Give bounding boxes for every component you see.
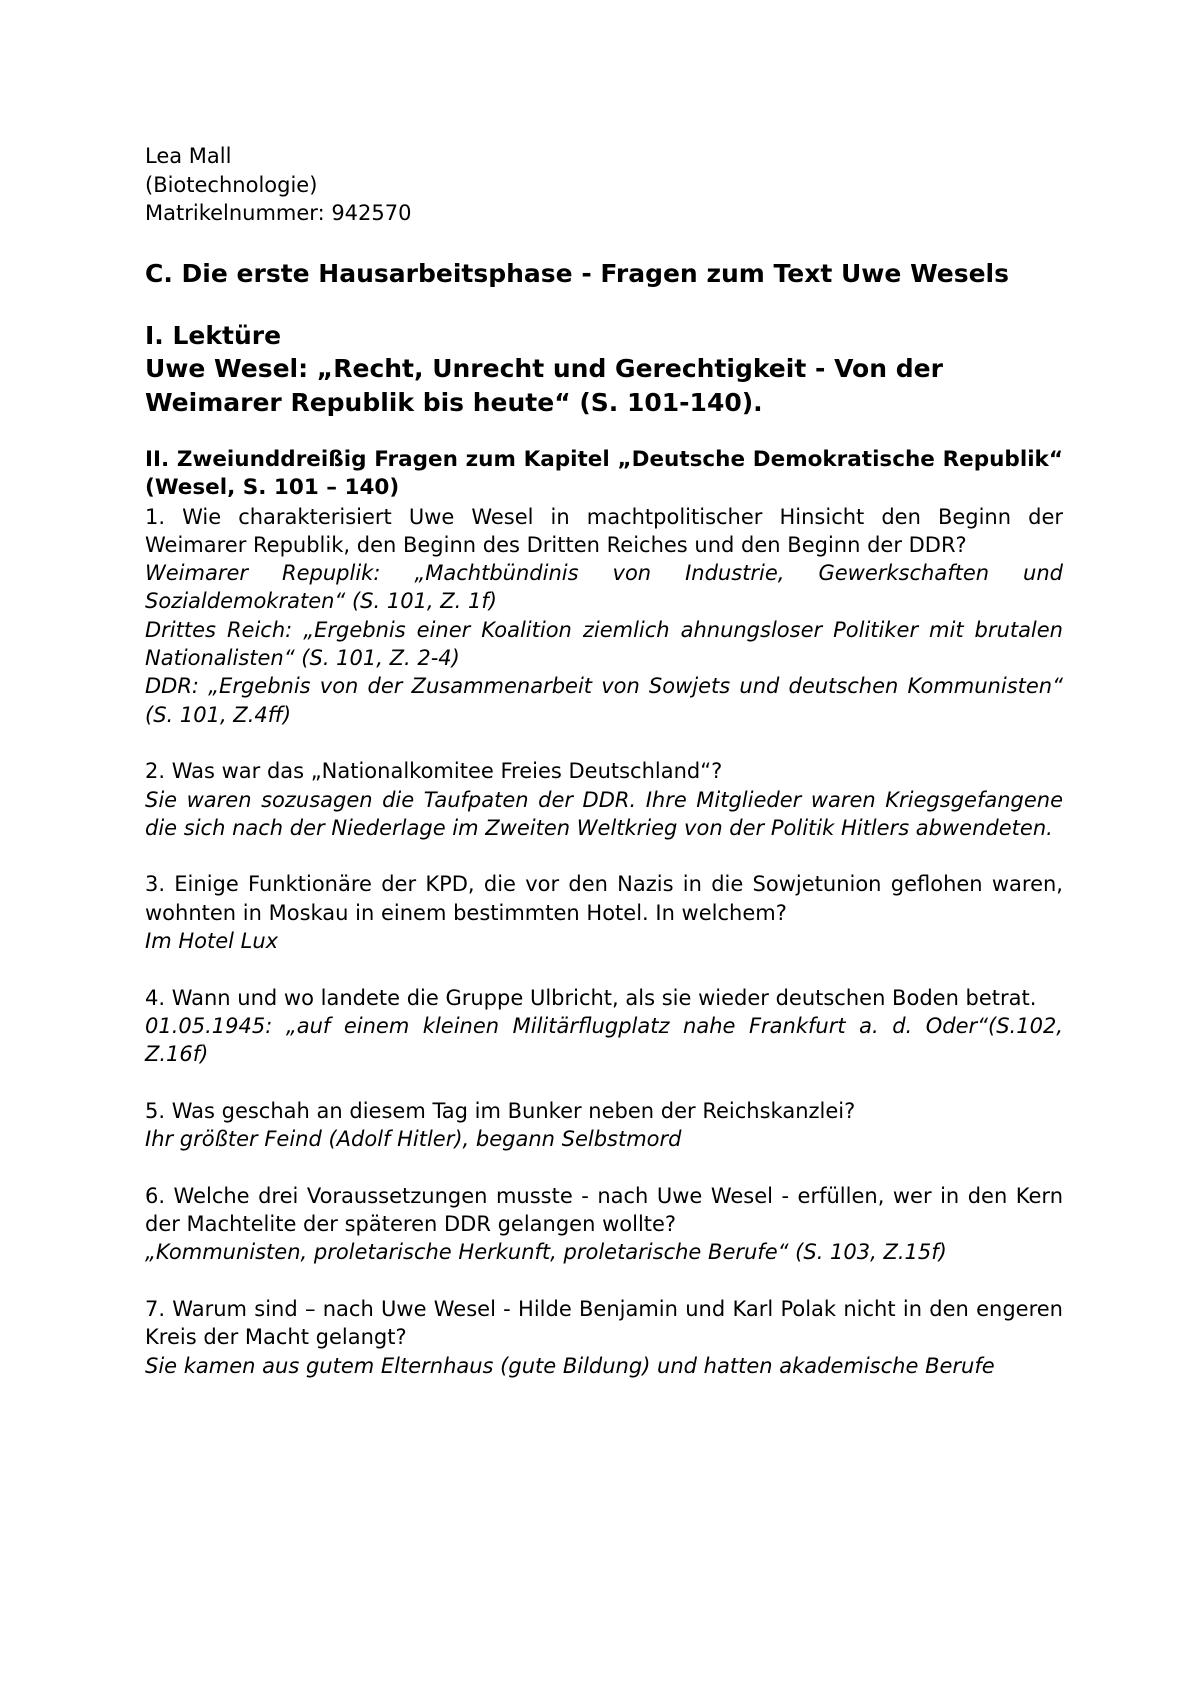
question-2: 2. Was war das „Nationalkomitee Freies Deutschland“?	[145, 759, 723, 784]
document-page	[145, 142, 1063, 1380]
answer-1-drittes-reich: Drittes Reich: „Ergebnis einer Koalition ziemlich ahnungsloser Politiker mit brutalen Nationalisten“ (S. 101, Z. 2-4)	[145, 617, 1063, 671]
question-block-2	[145, 757, 1063, 842]
question-block-3	[145, 870, 1063, 955]
question-4: 4. Wann und wo landete die Gruppe Ulbricht, als sie wieder deutschen Boden betrat.	[145, 985, 1037, 1010]
question-7: 7. Warum sind – nach Uwe Wesel - Hilde Benjamin und Karl Polak nicht in den engeren Kreis der Macht gelangt?	[145, 1296, 1063, 1350]
lektuere-heading: I. Lektüre	[145, 320, 282, 350]
question-block-7	[145, 1295, 1063, 1380]
question-block-4	[145, 984, 1063, 1069]
lektuere-source: Uwe Wesel: „Recht, Unrecht und Gerechtigkeit - Von der Weimarer Republik bis heute“ (S. 101-140).	[145, 354, 943, 417]
question-3: 3. Einige Funktionäre der KPD, die vor den Nazis in die Sowjetunion geflohen waren, wohnten in Moskau in einem bestimmten Hotel. In welchem?	[145, 872, 1063, 925]
answer-4: 01.05.1945: „auf einem kleinen Militärflugplatz nahe Frankfurt a. d. Oder“(S.102, Z.16f)	[145, 1013, 1063, 1067]
question-6: 6. Welche drei Voraussetzungen musste - nach Uwe Wesel - erfüllen, wer in den Kern der Machtelite der späteren DDR gelangen wollte?	[145, 1183, 1063, 1237]
author-field: (Biotechnologie)	[145, 172, 318, 197]
matrikel-number: Matrikelnummer: 942570	[145, 201, 412, 225]
answer-6: „Kommunisten, proletarische Herkunft, proletarische Berufe“ (S. 103, Z.15f)	[145, 1240, 947, 1265]
questions-heading: II. Zweiunddreißig Fragen zum Kapitel „Deutsche Demokratische Republik“ (Wesel, S. 101 – 140)	[145, 447, 1063, 501]
answer-2: Sie waren sozusagen die Taufpaten der DDR. Ihre Mitglieder waren Kriegsgefangene die sich nach der Niederlage im Zweiten Weltkrieg von der Politik Hitlers abwendeten.	[145, 787, 1063, 840]
author-header	[145, 142, 1063, 228]
question-1: 1. Wie charakterisiert Uwe Wesel in machtpolitischer Hinsicht den Beginn der Weimarer Republik, den Beginn des Dritten Reiches und den Beginn der DDR?	[145, 504, 1063, 557]
question-block-1	[145, 503, 1063, 729]
author-name: Lea Mall	[145, 144, 232, 168]
answer-3: Im Hotel Lux	[145, 929, 279, 954]
document-title: C. Die erste Hausarbeitsphase - Fragen zum Text Uwe Wesels	[145, 258, 1009, 288]
answer-5: Ihr größter Feind (Adolf Hitler), begann Selbstmord	[145, 1127, 682, 1152]
question-block-5	[145, 1097, 1063, 1154]
answer-7: Sie kamen aus gutem Elternhaus (gute Bildung) und hatten akademische Berufe	[145, 1353, 995, 1378]
lektuere-section	[145, 319, 1063, 420]
answer-1-ddr: DDR: „Ergebnis von der Zusammenarbeit von Sowjets und deutschen Kommunisten“ (S. 101, Z.4ff)	[145, 674, 1063, 727]
answer-1-weimar: Weimarer Repuplik: „Machtbündinis von Industrie, Gewerkschaften und Sozialdemokraten“ (S. 101, Z. 1f)	[145, 561, 1063, 614]
question-block-6	[145, 1182, 1063, 1267]
question-5: 5. Was geschah an diesem Tag im Bunker neben der Reichskanzlei?	[145, 1098, 856, 1123]
